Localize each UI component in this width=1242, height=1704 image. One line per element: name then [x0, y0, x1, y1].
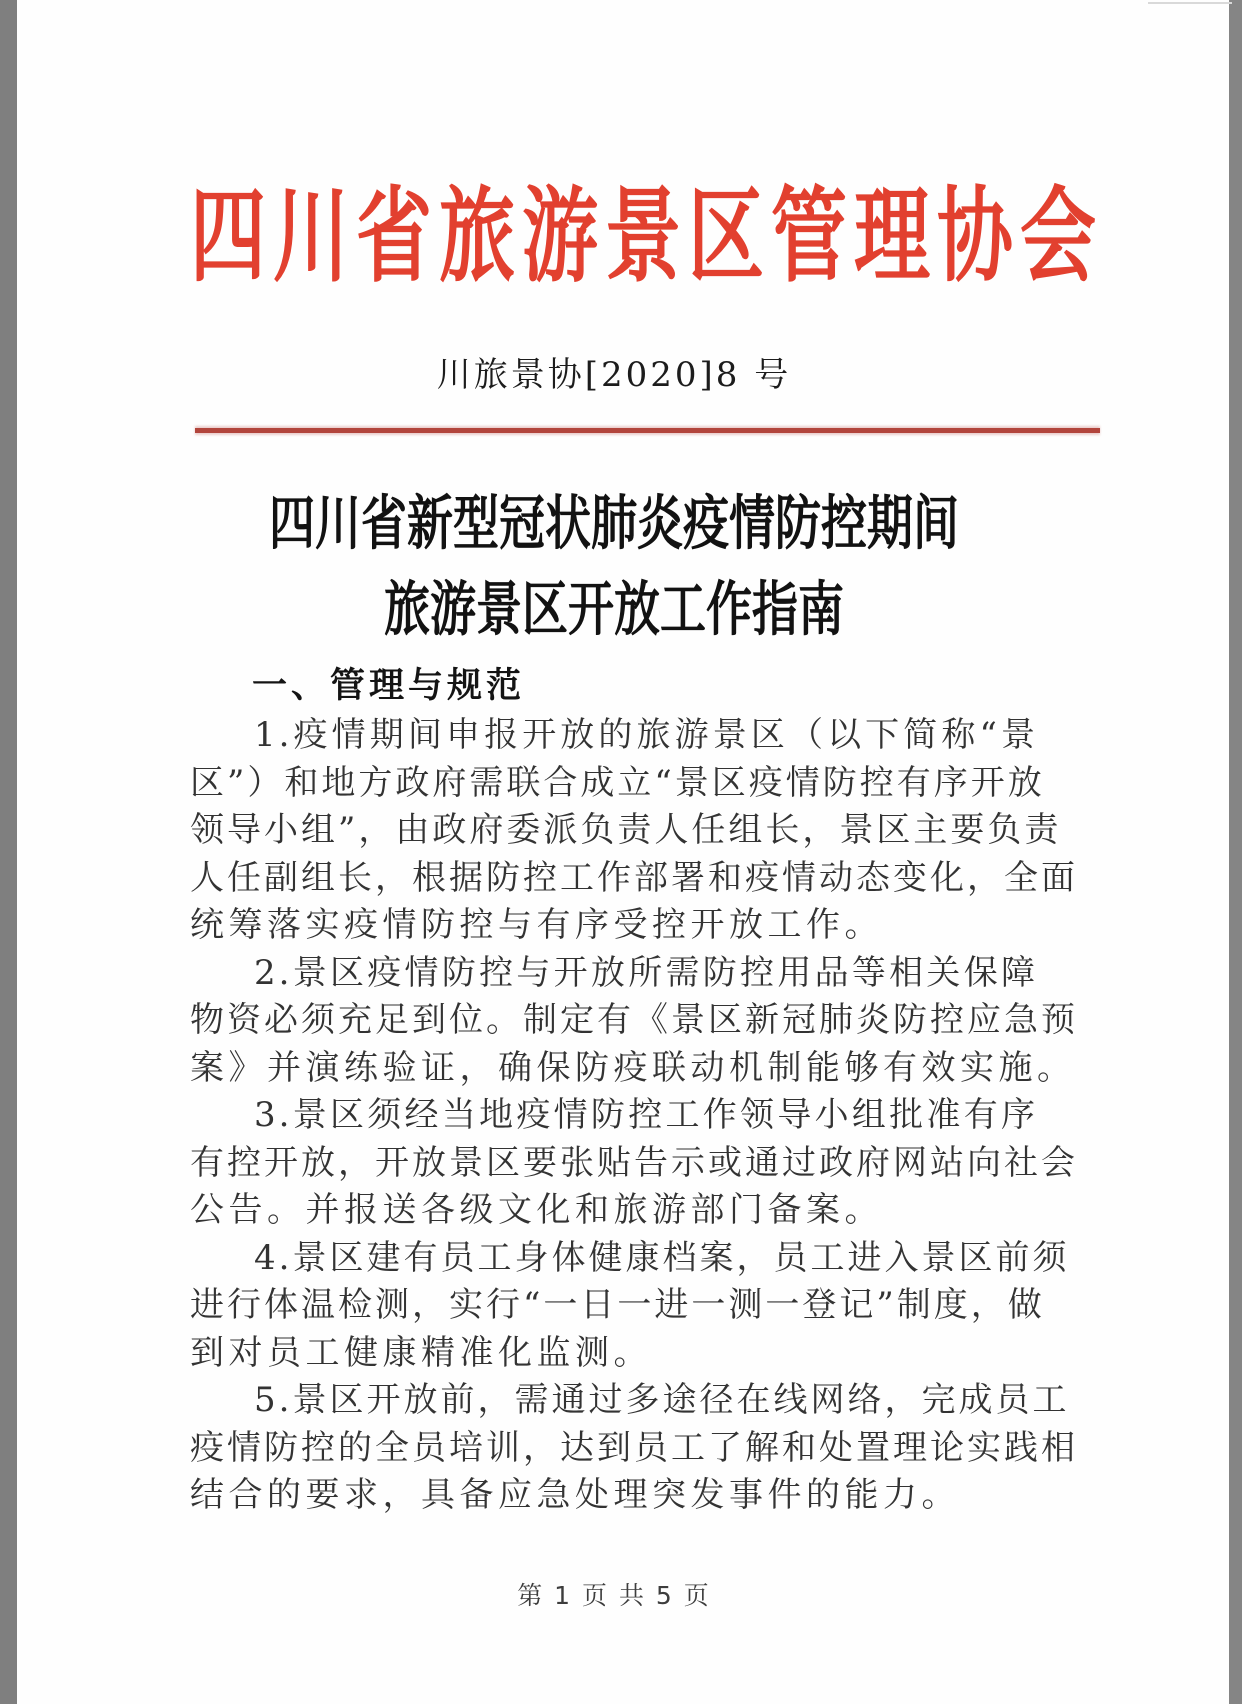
paragraph-5-line-1: 5.景区开放前，需通过多途径在线网络，完成员工	[254, 1380, 1070, 1420]
paragraph-3	[190, 1092, 1078, 1235]
paragraph-3-line-2: 有控开放，开放景区要张贴告示或通过政府网站向社会	[190, 1142, 1078, 1183]
paragraph-1-line-2: 区”）和地方政府需联合成立“景区疫情防控有序开放	[190, 762, 1045, 803]
scan-left-border	[0, 0, 17, 1704]
paragraph-2-line-2: 物资必须充足到位。制定有《景区新冠肺炎防控应急预	[190, 1000, 1078, 1040]
paragraph-4	[190, 1235, 1070, 1378]
paragraph-2-line-3: 案》并演练验证，确保防疫联动机制能够有效实施。	[190, 1047, 1076, 1088]
document-body	[190, 712, 1078, 1520]
scan-right-border	[1229, 0, 1242, 1704]
paragraph-3-line-1: 3.景区须经当地疫情防控工作领导小组批准有序	[254, 1095, 1038, 1135]
paragraph-1-line-4: 人任副组长，根据防控工作部署和疫情动态变化，全面	[190, 857, 1078, 898]
paragraph-1-line-5: 统筹落实疫情防控与有序受控开放工作。	[190, 905, 883, 945]
document-title-line2: 旅游景区开放工作指南	[384, 574, 844, 644]
paragraph-5	[190, 1377, 1078, 1520]
document-number: 川旅景协[2020]8 号	[436, 355, 792, 395]
paragraph-5-line-3: 结合的要求，具备应急处理突发事件的能力。	[190, 1475, 960, 1515]
section-heading: 一、管理与规范	[252, 666, 526, 706]
paragraph-4-line-1: 4.景区建有员工身体健康档案，员工进入景区前须	[254, 1237, 1070, 1278]
paragraph-1-line-3: 领导小组”，由政府委派负责人任组长，景区主要负责	[190, 810, 1062, 850]
scan-artifact-line	[1148, 2, 1232, 4]
page-number-footer: 第 1 页 共 5 页	[517, 1581, 711, 1610]
document-title	[190, 480, 1038, 652]
paragraph-1	[190, 712, 1078, 950]
paragraph-3-line-3: 公告。并报送各级文化和旅游部门备案。	[190, 1190, 883, 1230]
organization-title: 四川省旅游景区管理协会	[190, 175, 1103, 296]
paragraph-1-line-1: 1.疫情期间申报开放的旅游景区（以下简称“景	[254, 715, 1038, 755]
document-title-line1: 四川省新型冠状肺炎疫情防控期间	[269, 488, 959, 558]
paragraph-4-line-2: 进行体温检测，实行“一日一进一测一登记”制度，做	[190, 1285, 1045, 1325]
paragraph-5-line-2: 疫情防控的全员培训，达到员工了解和处置理论实践相	[190, 1427, 1078, 1468]
paragraph-4-line-3: 到对员工健康精准化监测。	[190, 1332, 652, 1373]
red-divider-rule	[195, 428, 1100, 433]
paragraph-2-line-1: 2.景区疫情防控与开放所需防控用品等相关保障	[254, 952, 1038, 993]
paragraph-2	[190, 950, 1078, 1093]
